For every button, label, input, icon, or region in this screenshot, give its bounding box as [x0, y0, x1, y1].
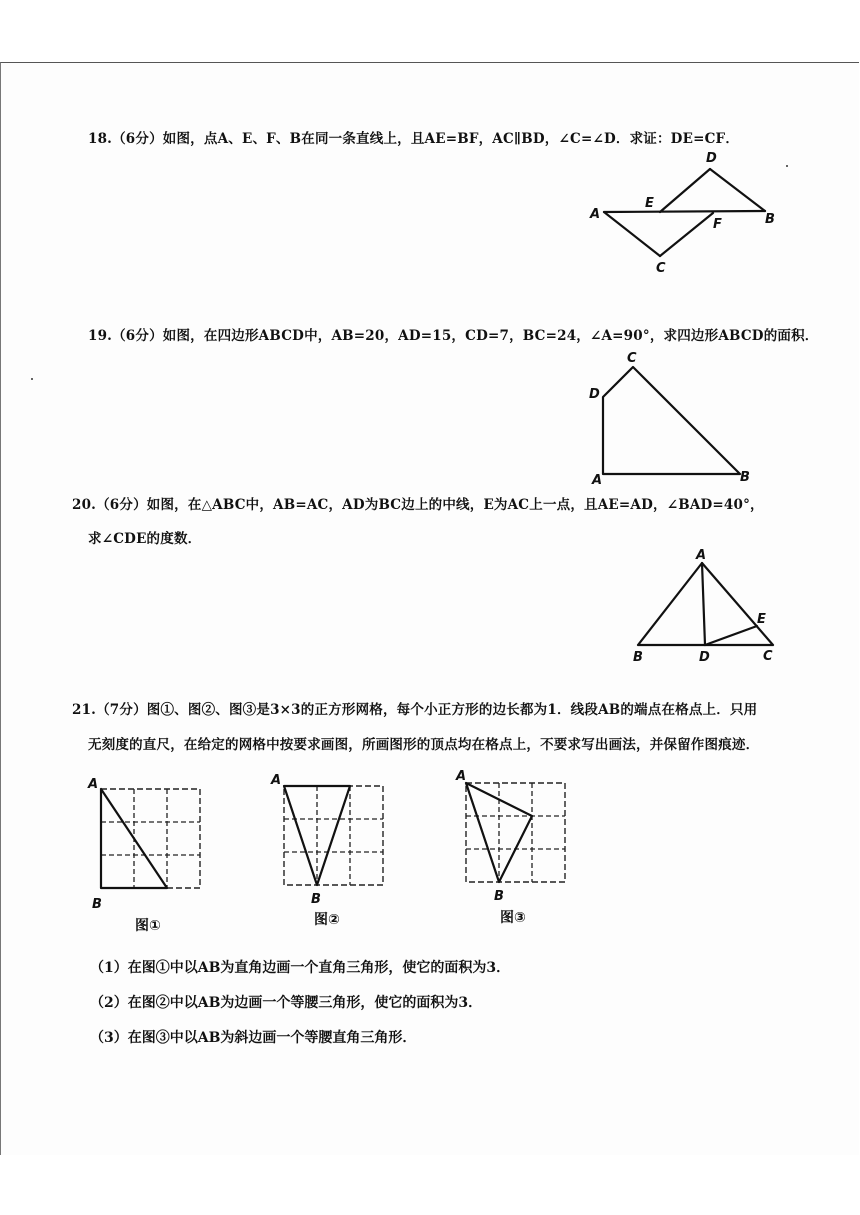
q18-text: 18.（6分）如图，点A、E、F、B在同一条直线上，且AE=BF，AC∥BD，∠C=∠D．求证：DE=CF． [88, 131, 740, 147]
q21-fig1-label-b: B [92, 897, 102, 912]
q18-label-c: C [656, 261, 666, 276]
q21-text-line1: 21.（7分）图①、图②、图③是3×3的正方形网格，每个小正方形的边长都为1．线段AB的端点在格点上．只用 [72, 702, 758, 718]
q20-label-a: A [696, 548, 707, 563]
q18-label-a: A [590, 207, 601, 222]
q18-label-d: D [706, 151, 717, 166]
q21-fig1-label-a: A [88, 777, 99, 792]
q20-label-e: E [757, 612, 766, 627]
q21-part-2: （2）在图②中以AB为边画一个等腰三角形，使它的面积为3． [90, 995, 483, 1011]
q19-label-a: A [592, 473, 603, 488]
q20-text-line1: 20.（6分）如图，在△ABC中，AB=AC，AD为BC边上的中线，E为AC上一点，且AE=AD，∠BAD=40°， [72, 497, 764, 513]
q18-label-f: F [713, 217, 722, 232]
q21-part-1: （1）在图①中以AB为直角边画一个直角三角形，使它的面积为3． [90, 960, 511, 976]
scan-speck [31, 378, 33, 380]
q21-fig2-label-a: A [271, 773, 282, 788]
q20-label-b: B [633, 650, 643, 665]
q19-label-b: B [740, 470, 750, 485]
q21-fig3-caption: 图③ [500, 910, 526, 926]
q20-label-c: C [763, 649, 773, 664]
q19-label-c: C [627, 351, 637, 366]
q19-label-d: D [589, 387, 600, 402]
q18-label-e: E [645, 196, 654, 211]
scan-speck [786, 165, 788, 167]
q21-part-3: （3）在图③中以AB为斜边画一个等腰直角三角形． [90, 1030, 417, 1046]
q21-fig1-caption: 图① [135, 918, 161, 934]
q21-fig3-label-a: A [456, 769, 467, 784]
q21-fig3-label-b: B [494, 889, 504, 904]
q20-text-line2: 求∠CDE的度数． [88, 531, 202, 547]
q21-fig2-label-b: B [311, 892, 321, 907]
q20-label-d: D [699, 650, 710, 665]
q18-label-b: B [765, 212, 775, 227]
q21-text-line2: 无刻度的直尺，在给定的网格中按要求画图，所画图形的顶点均在格点上，不要求写出画法，并保留作图痕迹． [88, 737, 760, 753]
q19-text: 19.（6分）如图，在四边形ABCD中，AB=20，AD=15，CD=7，BC=24，∠A=90°，求四边形ABCD的面积． [88, 328, 819, 344]
q21-fig2-caption: 图② [314, 912, 340, 928]
